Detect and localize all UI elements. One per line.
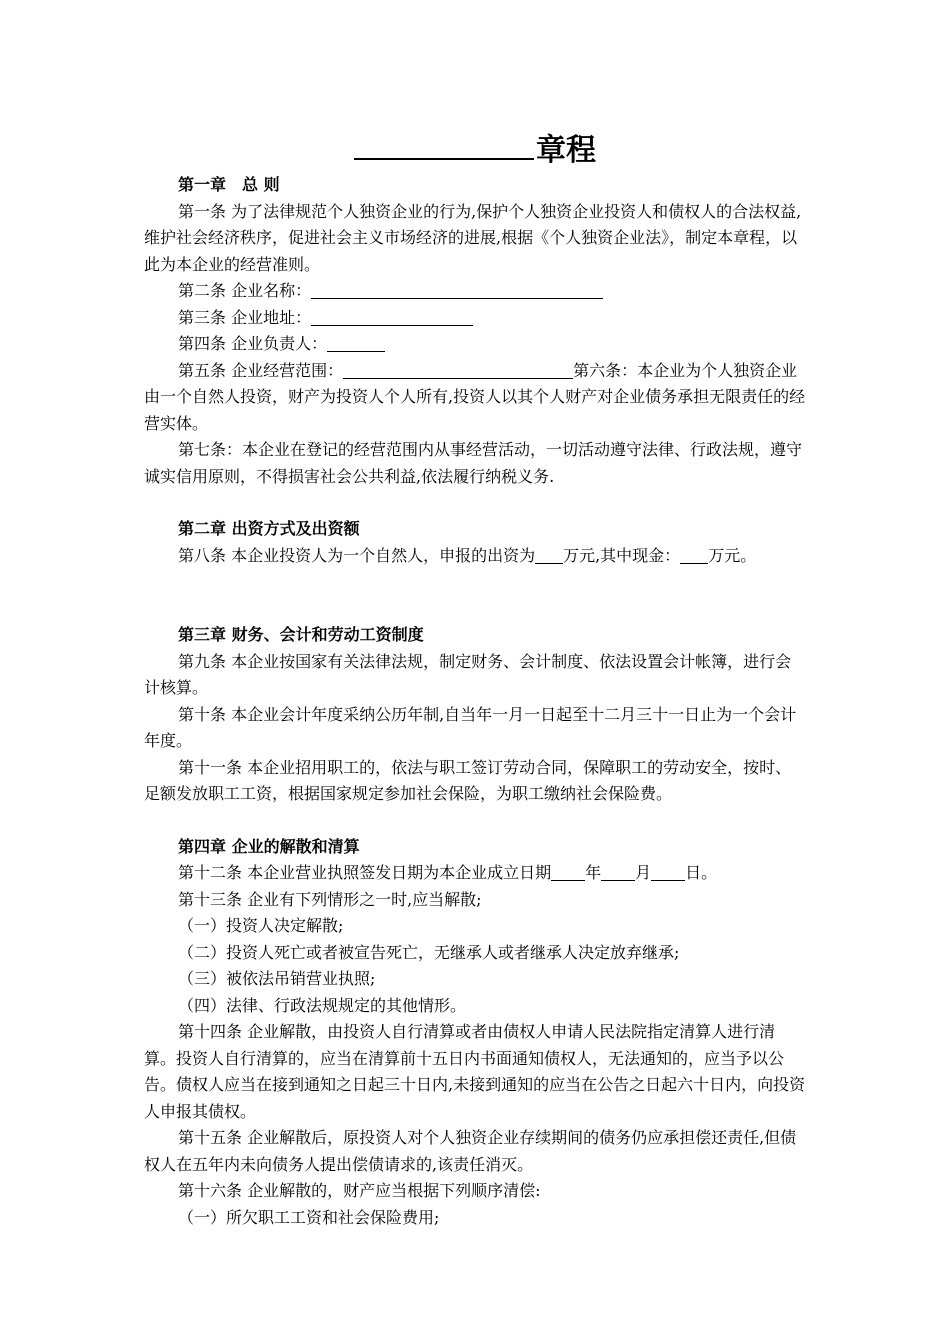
article-16: 第十六条 企业解散的，财产应当根据下列顺序清偿: bbox=[178, 1181, 541, 1200]
article-4: 第四条 企业负责人： bbox=[144, 331, 806, 358]
day-blank[interactable] bbox=[651, 862, 685, 881]
article-14: 第十四条 企业解散，由投资人自行清算或者由债权人申请人民法院指定清算人进行清算。投资人自行清算的，应当在清算前十五日内书面通知债权人，无法通知的，应当予以公告。债权人应当在接到通知之日起三十日内,未接到通知的应当在公告之日起六十日内，向投资人申报其债权。 bbox=[144, 1022, 806, 1121]
article-1: 第一条 为了法律规范个人独资企业的行为,保护个人独资企业投资人和债权人的合法权益,维护社会经济秩序，促进社会主义市场经济的进展,根据《个人独资企业法》，制定本章程，以此为本企业的经营准则。 bbox=[144, 201, 802, 274]
chapter1-heading: 第一章 总 则 bbox=[178, 175, 280, 194]
article-5-6: 第五条 企业经营范围： 第六条：本企业为个人独资企业由一个自然人投资，财产为投资人个人所有,投资人以其个人财产对企业债务承担无限责任的经营实体。 bbox=[144, 360, 806, 433]
article-13: 第十三条 企业有下列情形之一时,应当解散; bbox=[178, 889, 482, 909]
title-text: 章程 bbox=[536, 133, 596, 168]
capital-blank[interactable] bbox=[535, 545, 563, 564]
month-blank[interactable] bbox=[601, 862, 635, 881]
document-title bbox=[0, 128, 950, 171]
article-12: 第十二条 本企业营业执照签发日期为本企业成立日期 年 月 日。 bbox=[178, 863, 718, 882]
business-scope-blank[interactable] bbox=[343, 360, 573, 379]
year-blank[interactable] bbox=[551, 862, 585, 881]
company-principal-blank[interactable] bbox=[327, 333, 385, 352]
chapter3-heading: 第三章 财务、会计和劳动工资制度 bbox=[178, 625, 424, 644]
chapter2-heading: 第二章 出资方式及出资额 bbox=[178, 519, 360, 538]
article-13-item: （一）投资人决定解散; bbox=[178, 916, 344, 935]
article-16-item: （一）所欠职工工资和社会保险费用; bbox=[178, 1207, 440, 1227]
article-7: 第七条：本企业在登记的经营范围内从事经营活动，一切活动遵守法律、行政法规，遵守诚实信用原则，不得损害社会公共利益,依法履行纳税义务. bbox=[144, 440, 803, 486]
title-blank-line[interactable] bbox=[354, 128, 534, 160]
article-13-item: （二）投资人死亡或者被宣告死亡，无继承人或者继承人决定放弃继承; bbox=[178, 942, 680, 962]
article-13-item: （四）法律、行政法规规定的其他情形。 bbox=[178, 995, 467, 1015]
article-8: 第八条 本企业投资人为一个自然人，申报的出资为 万元,其中现金： 万元。 bbox=[178, 545, 757, 565]
article-13-item: （三）被依法吊销营业执照; bbox=[178, 969, 376, 988]
article-15: 第十五条 企业解散后，原投资人对个人独资企业存续期间的债务仍应承担偿还责任,但债权人在五年内未向债务人提出偿债请求的,该责任消灭。 bbox=[144, 1128, 797, 1174]
company-name-blank[interactable] bbox=[311, 280, 603, 299]
article-9: 第九条 本企业按国家有关法律法规，制定财务、会计制度、依法设置会计帐簿，进行会计核算。 bbox=[144, 651, 792, 697]
company-address-blank[interactable] bbox=[311, 307, 473, 326]
chapter4-heading: 第四章 企业的解散和清算 bbox=[178, 836, 360, 856]
article-11: 第十一条 本企业招用职工的，依法与职工签订劳动合同，保障职工的劳动安全，按时、足额发放职工工资，根据国家规定参加社会保险，为职工缴纳社会保险费。 bbox=[144, 757, 792, 803]
document-body bbox=[144, 172, 806, 1231]
article-3: 第三条 企业地址： bbox=[144, 305, 806, 332]
article-6: 第六条：本企业为个人独资企业由一个自然人投资，财产为投资人个人所有,投资人以其个人财产对企业债务承担无限责任的经营实体。 bbox=[144, 360, 806, 433]
article-2: 第二条 企业名称： bbox=[144, 278, 806, 305]
cash-blank[interactable] bbox=[680, 545, 708, 564]
article-10: 第十条 本企业会计年度采纳公历年制,自当年一月一日起至十二月三十一日止为一个会计年度。 bbox=[144, 704, 797, 750]
